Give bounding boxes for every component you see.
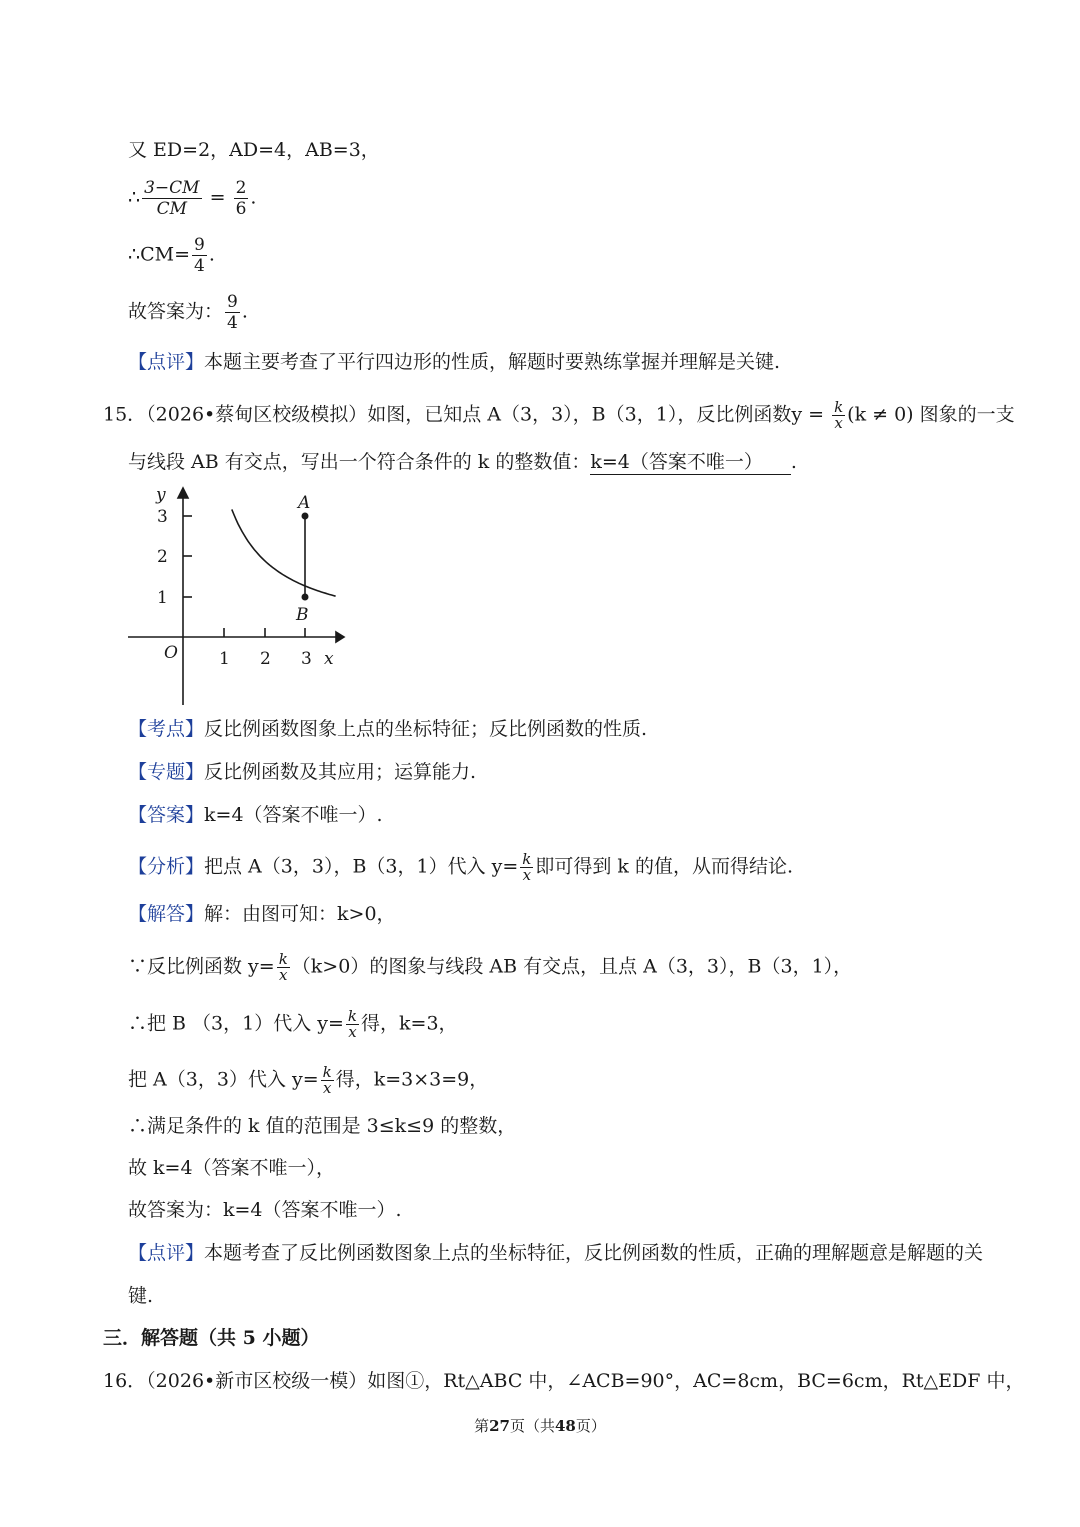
y-axis-label: y (156, 485, 166, 505)
kaodian: 【考点】反比例函数图象上点的坐标特征；反比例函数的性质. (128, 718, 648, 740)
zhuanti: 【专题】反比例函数及其应用；运算能力. (128, 761, 477, 783)
solution-step-6: 故答案为：k=4（答案不唯一）. (128, 1199, 402, 1221)
fraction-k-x: $\frac{k}{x}$ (834, 398, 844, 432)
y-tick-label-1: 1 (157, 588, 168, 608)
y-tick-label-3: 3 (157, 507, 168, 527)
line-ratio: ∴ $\frac{3-CM}{CM}$ = $\frac{2}{6}$ . (128, 178, 257, 219)
fraction-9-4-answer: $\frac{9}{4}$ (227, 292, 238, 333)
fraction-2-6: $\frac{2}{6}$ (235, 178, 247, 219)
solution-step-5: 故 k=4（答案不唯一）， (128, 1157, 336, 1179)
x-axis-arrow (336, 632, 344, 642)
x-tick-label-3: 3 (301, 649, 312, 669)
fraction-k-x: $\frac{k}{x}$ (322, 1063, 332, 1097)
solution-step-4: ∴满足条件的 k 值的范围是 3≤k≤9 的整数， (128, 1115, 517, 1137)
fraction-k-x: $\frac{k}{x}$ (347, 1007, 358, 1041)
y-axis-arrow (178, 488, 188, 498)
review-15-cont: 键. (128, 1285, 154, 1307)
origin-label: O (164, 643, 178, 663)
review-15: 【点评】本题考查了反比例函数图象上点的坐标特征，反比例函数的性质，正确的理解题意是解题的关 (128, 1242, 984, 1264)
line-cm-value: ∴CM= $\frac{9}{4}$ . (128, 235, 215, 276)
daan: 【答案】k=4（答案不唯一）. (128, 804, 383, 826)
fraction-k-x: $\frac{k}{x}$ (278, 950, 288, 984)
x-tick-label-1: 1 (219, 649, 230, 669)
hyperbola-curve (232, 509, 336, 596)
solution-step-3: 把 A（3，3）代入 y= $\frac{k}{x}$ 得，k=3×3=9， (128, 1063, 489, 1097)
question-15-line2: 与线段 AB 有交点，写出一个符合条件的 k 的整数值：k=4（答案不唯一） . (128, 451, 797, 473)
function-graph (120, 480, 350, 710)
fraction-3cm-cm: $\frac{3-CM}{CM}$ (144, 178, 200, 219)
fenxi: 【分析】把点 A（3，3），B（3，1）代入 y= $\frac{k}{x}$ 即可得到 k 的值，从而得结论. (128, 850, 794, 884)
jieda: 【解答】解：由图可知：k>0， (128, 903, 396, 925)
question-15-line1: 15．（2026•蔡甸区校级模拟）如图，已知点 A（3，3），B（3，1），反比例函数y = $\frac{k}{x}$ (k ≠ 0) 图象的一支 (103, 398, 1015, 432)
fraction-k-x: $\frac{k}{x}$ (522, 850, 532, 884)
answer-blank: k=4（答案不唯一） (590, 450, 791, 475)
point-b (302, 594, 309, 601)
point-a-label: A (298, 493, 311, 513)
review-14: 【点评】本题主要考查了平行四边形的性质，解题时要熟练掌握并理解是关键. (128, 351, 781, 373)
page-total: 48 (555, 1417, 576, 1435)
section-heading: 三．解答题（共 5 小题） (103, 1327, 320, 1349)
solution-step-1: ∵反比例函数 y= $\frac{k}{x}$ （k>0）的图象与线段 AB 有交点，且点 A（3，3），B（3，1）， (128, 950, 853, 984)
line-given: 又 ED=2，AD=4，AB=3， (128, 139, 380, 161)
line-answer-14: 故答案为： $\frac{9}{4}$ . (128, 292, 248, 333)
x-tick-label-2: 2 (260, 649, 271, 669)
point-b-label: B (296, 605, 309, 625)
solution-step-2: ∴把 B （3，1）代入 y= $\frac{k}{x}$ 得，k=3， (128, 1007, 458, 1041)
fraction-9-4: $\frac{9}{4}$ (194, 235, 205, 276)
point-a (302, 513, 309, 520)
page-footer: 第27页（共48页） (474, 1417, 606, 1435)
x-axis-label: x (324, 649, 334, 669)
therefore-symbol: ∴ (128, 186, 141, 209)
page-number: 27 (489, 1417, 510, 1435)
question-16: 16．（2026•新市区校级一模）如图①，Rt△ABC 中，∠ACB=90°，AC=8cm，BC=6cm，Rt△EDF 中， (103, 1370, 1025, 1392)
y-tick-label-2: 2 (157, 547, 168, 567)
